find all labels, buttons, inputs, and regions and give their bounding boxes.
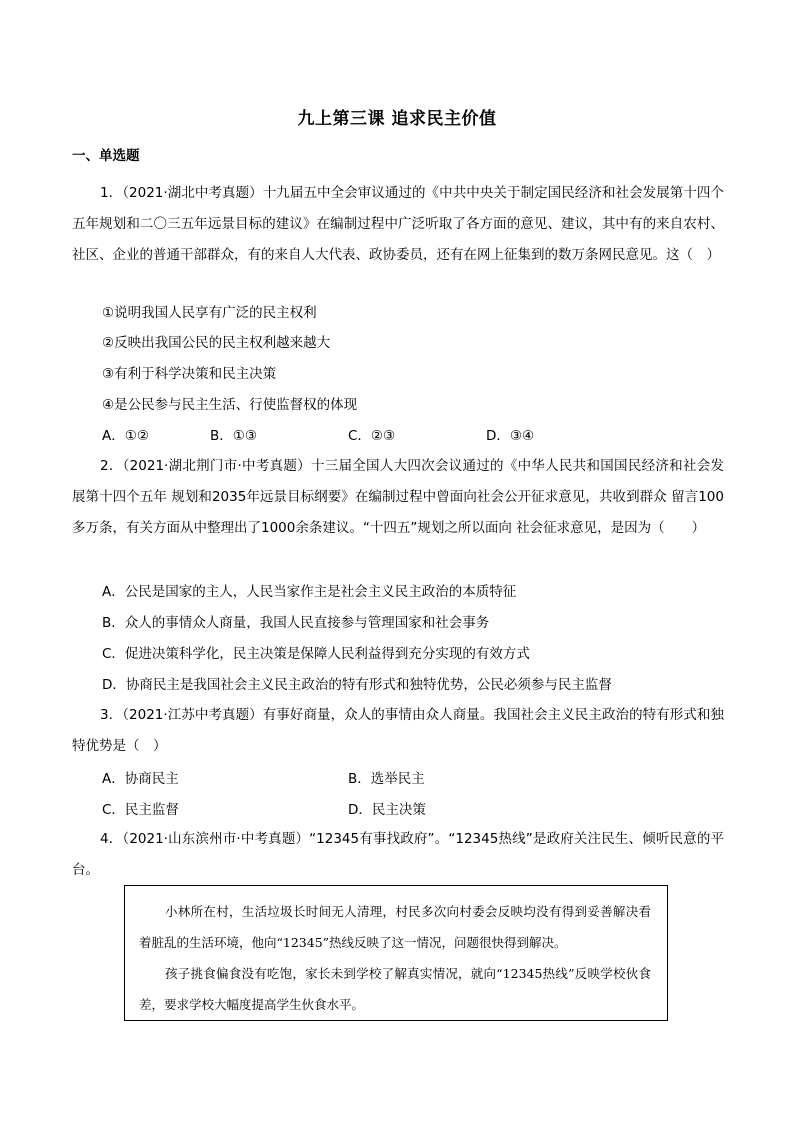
question-1-option-a: A．①② bbox=[102, 428, 149, 444]
question-1-option-c: C．②③ bbox=[348, 428, 396, 444]
page-title: 九上第三课 追求民主价值 bbox=[297, 109, 497, 129]
question-1-option-b: B．①③ bbox=[210, 428, 257, 444]
material-paragraph-1: 小林所在村，生活垃圾长时间无人清理，村民多次向村委会反映均没有得到妥善解决看着脏乱的生活环境，他向“12345”热线反映了这一情况，问题很快得到解决。 bbox=[139, 904, 651, 950]
question-1-stem: 1．（2021·湖北中考真题）十九届五中全会审议通过的《中共中央关于制定国民经济和社会发展第十四个五年规划和二〇三五年远景目标的建议》在编制过程中广泛听取了各方面的意见、建议，其中有的来自农村、社区、企业的普通干部群众，有的来自人大代表、政协委员，还有在网上征集到的数万条网民意见。这（ ） bbox=[72, 185, 724, 263]
section-heading: 一、单选题 bbox=[72, 148, 140, 164]
question-2-option-a: A．公民是国家的主人，人民当家作主是社会主义民主政治的本质特征 bbox=[102, 584, 517, 600]
question-3-stem: 3．（2021·江苏中考真题）有事好商量，众人的事情由众人商量。我国社会主义民主政治的特有形式和独特优势是（ ） bbox=[72, 707, 724, 754]
question-1-item-3: ③有利于科学决策和民主决策 bbox=[102, 366, 277, 382]
question-3-option-c: C．民主监督 bbox=[102, 802, 179, 818]
question-1-item-1: ①说明我国人民享有广泛的民主权利 bbox=[102, 305, 317, 321]
question-1-item-4: ④是公民参与民主生活、行使监督权的体现 bbox=[102, 397, 358, 413]
material-box bbox=[124, 885, 668, 1021]
question-3-option-d: D．民主决策 bbox=[348, 802, 426, 818]
question-4-stem: 4．（2021·山东滨州市·中考真题）“12345有事找政府”。“12345热线”是政府关注民生、倾听民意的平台。 bbox=[72, 831, 724, 878]
material-paragraph-2: 孩子挑食偏食没有吃饱，家长未到学校了解真实情况，就向“12345热线”反映学校伙食差，要求学校大幅度提高学生伙食水平。 bbox=[139, 966, 651, 1012]
question-2-option-b: B．众人的事情众人商量，我国人民直接参与管理国家和社会事务 bbox=[102, 615, 490, 631]
question-2-option-c: C．促进决策科学化，民主决策是保障人民利益得到充分实现的有效方式 bbox=[102, 646, 530, 662]
question-3-option-a: A．协商民主 bbox=[102, 771, 179, 787]
question-1-option-d: D．③④ bbox=[486, 428, 535, 444]
question-3-option-b: B．选举民主 bbox=[348, 771, 425, 787]
question-2-option-d: D．协商民主是我国社会主义民主政治的特有形式和独特优势，公民必须参与民主监督 bbox=[102, 677, 612, 693]
question-2-stem: 2．（2021·湖北荆门市·中考真题）十三届全国人大四次会议通过的《中华人民共和国国民经济和社会发展第十四个五年 规划和2035年远景目标纲要》在编制过程中曾面向社会公开征求意见，共收到群众 留言100多万条，有关方面从中整理出了1000余条建议。“十四五”规划之所以面向 社会征求意见，是因为（ ） bbox=[72, 458, 724, 536]
question-1-item-2: ②反映出我国公民的民主权利越来越大 bbox=[102, 335, 331, 351]
